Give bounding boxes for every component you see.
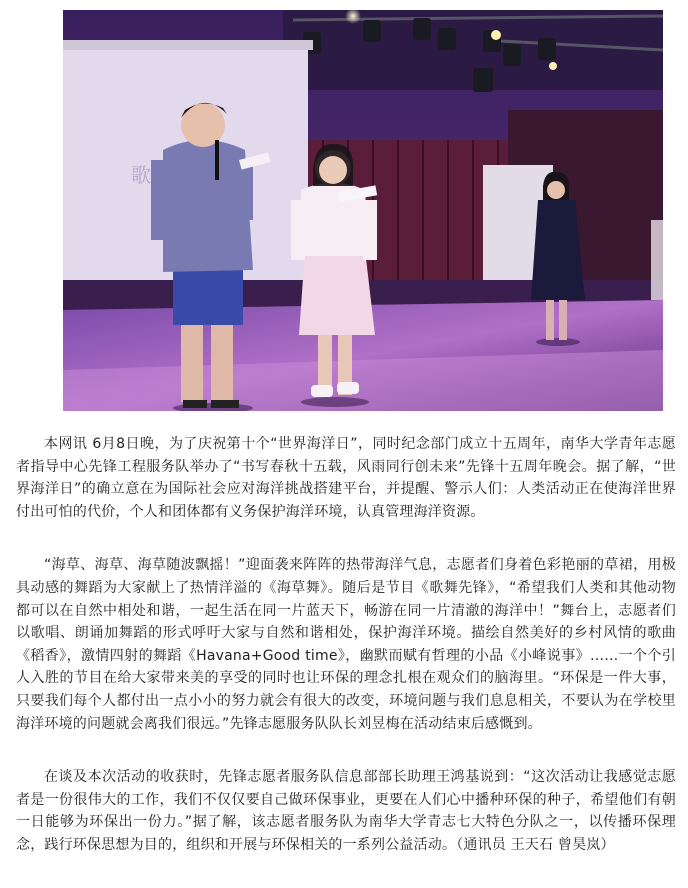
article-paragraph-2: “海草、海草、海草随波飘摇！”迎面袭来阵阵的热带海洋气息，志愿者们身着色彩艳丽的草裙，用极具动感的舞蹈为大家献上了热情洋溢的《海草舞》。随后是节目《歌舞先锋》，“希望我们人类和其他动物都可以在自然中相处和谐，一起生活在同一片蓝天下，畅游在同一片清澈的海洋中！”舞台上，志愿者们以歌唱、朗诵加舞蹈的形式呼吁大家与自然和谐相处，保护海洋环境。描绘自然美好的乡村风情的歌曲《稻香》，激情四射的舞蹈《Havana+Good time》，幽默而赋有哲理的小品《小峰说事》……一个个引人入胜的节目在给大家带来美的享受的同时也让环保的理念扎根在观众们的脑海里。“环保是一件大事，只要我们每个人都付出一点小小的努力就会有很大的改变，环境问题与我们息息相关，不要认为在学校里海洋环境的问题就会离我们很远。”先锋志愿服务队队长刘昱梅在活动结束后感慨到。 bbox=[16, 557, 676, 732]
article-body bbox=[16, 433, 676, 888]
photo-illustration bbox=[63, 10, 663, 411]
screen-text: 歌 bbox=[131, 163, 151, 187]
article-paragraph-3: 在谈及本次活动的收获时，先锋志愿者服务队信息部部长助理王鸿基说到：“这次活动让我感觉志愿者是一份很伟大的工作，我们不仅仅要自己做环保事业，更要在人们心中播种环保的种子，希望他们有朝一日能够为环保出一份力。”据了解，该志愿者服务队为南华大学青志七大特色分队之一，以传播环保理念，践行环保思想为目的，组织和开展与环保相关的一系列公益活动。（通讯员 王天石 曾昊岚） bbox=[16, 769, 676, 853]
stage-performance-photo bbox=[63, 10, 663, 411]
article-paragraph-1: 本网讯 6月8日晚，为了庆祝第十个“世界海洋日”，同时纪念部门成立十五周年，南华大学青年志愿者指导中心先锋工程服务队举办了“书写春秋十五载，风雨同行创未来”先锋十五周年晚会。据了解，“世界海洋日”的确立意在为国际社会应对海洋挑战搭建平台，并提醒、警示人们：人类活动正在使海洋世界付出可怕的代价，个人和团体都有义务保护海洋环境，认真管理海洋资源。 bbox=[16, 436, 676, 520]
